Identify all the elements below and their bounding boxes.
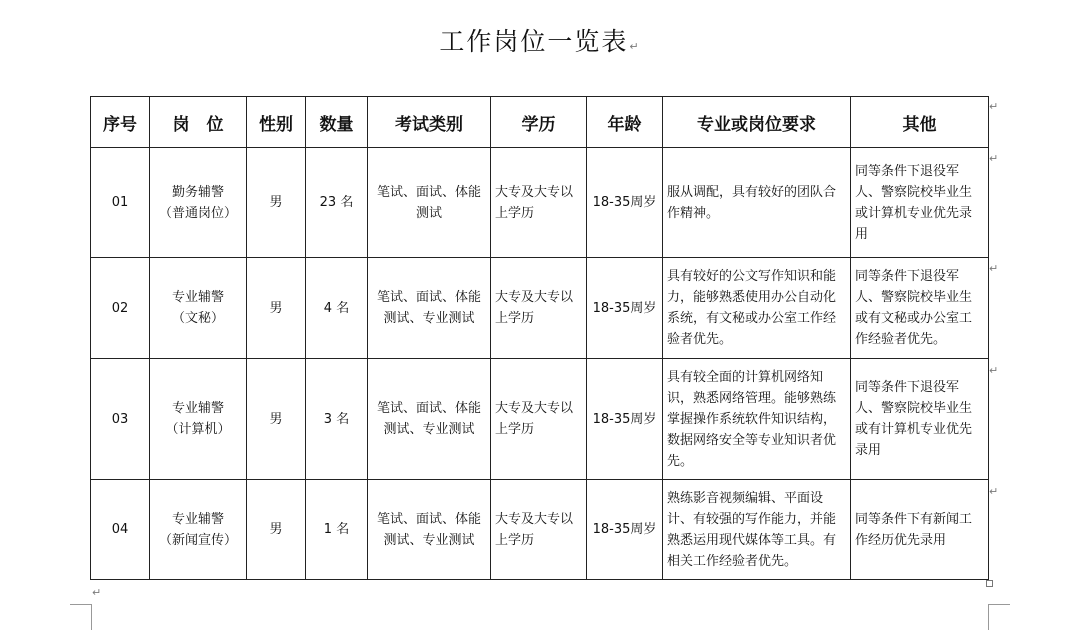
cell-req: 熟练影音视频编辑、平面设计、有较强的写作能力，并能熟悉运用现代媒体等工具。有相关工作经验者优先。 bbox=[663, 480, 851, 580]
cell-req: 具有较全面的计算机网络知识，熟悉网络管理。能够熟练掌握操作系统软件知识结构，数据网络安全等专业知识者优先。 bbox=[663, 359, 851, 480]
cell-age: 18-35周岁 bbox=[587, 480, 663, 580]
table-row bbox=[91, 148, 989, 258]
post-line-2: （文秘） bbox=[171, 311, 224, 326]
row-end-mark: ↵ bbox=[989, 262, 999, 275]
cell-count: 1 名 bbox=[306, 480, 368, 580]
title-text: 工作岗位一览表 bbox=[439, 27, 629, 56]
header-cell-edu: 学历 bbox=[491, 97, 587, 148]
cell-age: 18-35周岁 bbox=[587, 148, 663, 258]
cell-exam: 笔试、面试、体能测试、专业测试 bbox=[368, 359, 491, 480]
header-cell-age: 年龄 bbox=[587, 97, 663, 148]
table-row bbox=[91, 359, 989, 480]
cell-req: 具有较好的公文写作知识和能力，能够熟悉使用办公自动化系统，有文秘或办公室工作经验者优先。 bbox=[663, 258, 851, 359]
cell-other: 同等条件下退役军人、警察院校毕业生或计算机专业优先录用 bbox=[851, 148, 989, 258]
header-cell-req: 专业或岗位要求 bbox=[663, 97, 851, 148]
cell-count: 3 名 bbox=[306, 359, 368, 480]
cell-edu: 大专及大专以上学历 bbox=[491, 359, 587, 480]
post-line-1: 专业辅警 bbox=[171, 401, 224, 416]
header-cell-no: 序号 bbox=[91, 97, 150, 148]
cell-post bbox=[150, 480, 247, 580]
crop-mark-left-vertical bbox=[91, 604, 92, 630]
header-cell-count: 数量 bbox=[306, 97, 368, 148]
cell-other: 同等条件下退役军人、警察院校毕业生或有文秘或办公室工作经验者优先。 bbox=[851, 258, 989, 359]
cell-post bbox=[150, 258, 247, 359]
cell-exam: 笔试、面试、体能测试 bbox=[368, 148, 491, 258]
header-cell-gender: 性别 bbox=[247, 97, 306, 148]
cell-exam: 笔试、面试、体能测试、专业测试 bbox=[368, 480, 491, 580]
post-line-2: （新闻宣传） bbox=[158, 532, 237, 548]
post-line-1: 勤务辅警 bbox=[171, 184, 224, 200]
cell-count: 23 名 bbox=[306, 148, 368, 258]
header-cell-exam: 考试类别 bbox=[368, 97, 491, 148]
paragraph-mark: ↵ bbox=[629, 40, 641, 53]
header-cell-other: 其他 bbox=[851, 97, 989, 148]
row-end-mark: ↵ bbox=[989, 485, 999, 498]
cell-no: 04 bbox=[91, 480, 150, 580]
crop-mark-left bbox=[70, 604, 92, 627]
post-line-2: （普通岗位） bbox=[158, 205, 237, 221]
cell-gender: 男 bbox=[247, 258, 306, 359]
cell-exam: 笔试、面试、体能测试、专业测试 bbox=[368, 258, 491, 359]
cell-no: 01 bbox=[91, 148, 150, 258]
cell-edu: 大专及大专以上学历 bbox=[491, 258, 587, 359]
cell-gender: 男 bbox=[247, 480, 306, 580]
cell-post bbox=[150, 148, 247, 258]
paragraph-mark: ↵ bbox=[92, 586, 102, 599]
row-end-mark: ↵ bbox=[989, 152, 999, 165]
cell-post bbox=[150, 359, 247, 480]
post-line-2: （计算机） bbox=[165, 422, 231, 437]
cell-gender: 男 bbox=[247, 148, 306, 258]
cell-no: 02 bbox=[91, 258, 150, 359]
post-line-1: 专业辅警 bbox=[171, 290, 224, 305]
cell-edu: 大专及大专以上学历 bbox=[491, 148, 587, 258]
cell-req: 服从调配，具有较好的团队合作精神。 bbox=[663, 148, 851, 258]
positions-table bbox=[90, 96, 989, 580]
table-row bbox=[91, 258, 989, 359]
row-end-mark: ↵ bbox=[989, 100, 999, 113]
cell-age: 18-35周岁 bbox=[587, 258, 663, 359]
cell-count: 4 名 bbox=[306, 258, 368, 359]
document-title bbox=[0, 22, 1080, 58]
cell-age: 18-35周岁 bbox=[587, 359, 663, 480]
cell-other: 同等条件下有新闻工作经历优先录用 bbox=[851, 480, 989, 580]
cell-other: 同等条件下退役军人、警察院校毕业生或有计算机专业优先录用 bbox=[851, 359, 989, 480]
header-cell-post: 岗 位 bbox=[150, 97, 247, 148]
cell-no: 03 bbox=[91, 359, 150, 480]
table-resize-handle[interactable] bbox=[986, 580, 993, 587]
header-row bbox=[91, 97, 989, 148]
table-row bbox=[91, 480, 989, 580]
cell-edu: 大专及大专以上学历 bbox=[491, 480, 587, 580]
post-line-1: 专业辅警 bbox=[171, 511, 224, 527]
crop-mark-right bbox=[988, 604, 1010, 627]
crop-mark-right-vertical bbox=[988, 604, 989, 630]
row-end-mark: ↵ bbox=[989, 364, 999, 377]
cell-gender: 男 bbox=[247, 359, 306, 480]
